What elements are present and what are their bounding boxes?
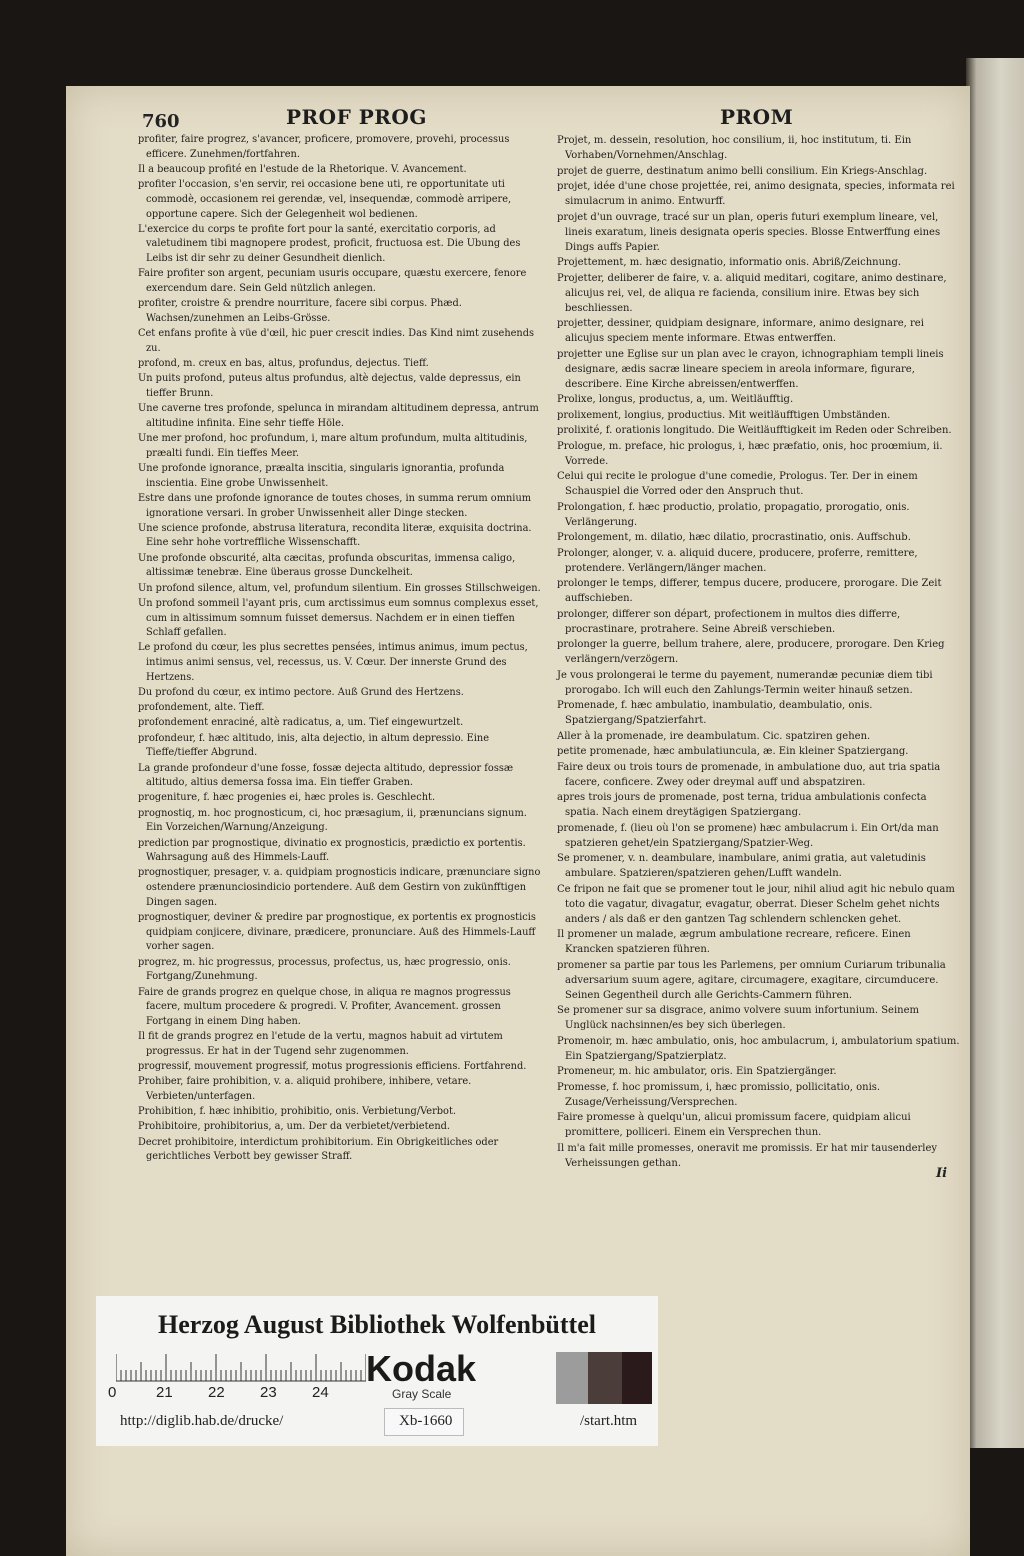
dictionary-entry: Promenade, f. hæc ambulatio, inambulatio, deambulatio, onis. Spatziergang/Spatzierfahrt. xyxy=(557,700,873,726)
dictionary-entry: progressif, mouvement progressif, motus progressionis efficiens. Fortfahrend. xyxy=(138,1061,527,1073)
page-edge xyxy=(966,58,1024,1448)
dictionary-entry: prolonger, differer son départ, profectionem in multos dies differre, procrastinare, protrahere. Seine Abreiß verschieben. xyxy=(557,608,901,635)
dictionary-entry: projet d'un ouvrage, tracé sur un plan, operis futuri exemplum lineare, vel, lineis exaratum, lineis designata operis species. Blosse Entwerffung eines Dings auffs Papier. xyxy=(557,211,941,253)
dictionary-entry: Je vous prolongerai le terme du payement, numerandæ pecuniæ diem tibi prorogabo. Ich will euch den Zahlungs-Termin weiter hinauß setzen. xyxy=(557,669,933,696)
dictionary-entry: petite promenade, hæc ambulatiuncula, æ. Ein kleiner Spatziergang. xyxy=(557,746,909,757)
dictionary-entry: progrez, m. hic progressus, processus, profectus, us, hæc progressio, onis. Fortgang/Zunehmung. xyxy=(138,956,511,983)
kodak-logo: Kodak xyxy=(366,1348,477,1389)
library-color-card xyxy=(96,1296,658,1446)
dictionary-entry: Prohibition, f. hæc inhibitio, prohibitio, onis. Verbietung/Verbot. xyxy=(138,1106,456,1118)
dictionary-entry: projet, idée d'une chose projettée, rei, animo designata, species, informata rei simulacrum in animo. Entwurff. xyxy=(557,181,955,207)
dictionary-entry: promener sa partie par tous les Parlemens, per omnium Curiarum tribunalia adversarium suum agere, agitare, circumagere, exagitare, circumducere. Seinen Gegentheil durch alle Gerichts-Cammern führen. xyxy=(557,959,946,1001)
dictionary-entry: Se promener sur sa disgrace, animo volvere suum infortunium. Seinem Unglück nachsinnen/es bey sich überlegen. xyxy=(557,1005,920,1031)
dictionary-entry: Se promener, v. n. deambulare, inambulare, animi gratia, aut valetudinis ambulare. Spatzieren/spatzieren gehen/Lufft wandeln. xyxy=(557,853,926,879)
dictionary-entry: projetter une Eglise sur un plan avec le crayon, ichnographiam templi lineis designare, ædis sacræ lineare speciem in areola informare, figurare, describere. Eine Kirche abreissen/entwerffen. xyxy=(557,348,944,390)
dictionary-entry: Il a beaucoup profité en l'estude de la Rhetorique. V. Avancement. xyxy=(138,163,467,175)
dictionary-entry: Projet, m. dessein, resolution, hoc consilium, ii, hoc institutum, ti. Ein Vorhaben/Vornehmen/Anschlag. xyxy=(557,135,912,161)
dictionary-entry: prolonger la guerre, bellum trahere, alere, producere, prorogare. Den Krieg verlängern/verzögern. xyxy=(557,639,945,665)
ruler-scale xyxy=(116,1354,366,1382)
dictionary-entry: Une profonde ignorance, præalta inscitia, singularis ignorantia, profunda inscientia. Eine grobe Unwissenheit. xyxy=(138,462,505,489)
gray-swatch-black xyxy=(622,1352,652,1404)
dictionary-entry: Prolongation, f. hæc productio, prolatio, propagatio, prorogatio, onis. Verlängerung. xyxy=(557,501,910,528)
dictionary-entry: prognostiquer, deviner & predire par prognostique, ex portentis ex prognosticis quidpiam conjicere, divinare, prædicere, pronunciare. Auß des Himmels-Lauff vorher sagen. xyxy=(138,912,536,953)
dictionary-entry: prognostiquer, presager, v. a. quidpiam prognosticis indicare, prænunciare signo ostendere prænunciosindicio portendere. Auß dem Gestirn von zukünfftigen Dingen sagen. xyxy=(138,867,541,908)
dictionary-entry: Le profond du cœur, les plus secrettes pensées, intimus animus, imum pectus, intimus animi sensus, vel, recessus, us. V. Cœur. Der innerste Grund des Hertzens. xyxy=(138,642,528,683)
dictionary-entry: Promesse, f. hoc promissum, i, hæc promissio, pollicitatio, onis. Zusage/Verheissung/Versprechen. xyxy=(557,1081,881,1108)
dictionary-entry: Prohibitoire, prohibitorius, a, um. Der da verbietet/verbietend. xyxy=(138,1121,451,1133)
ruler-number: 24 xyxy=(312,1384,329,1401)
dictionary-entry: prognostiq, m. hoc prognosticum, ci, hoc præsagium, ii, prænuncians signum. Ein Vorzeichen/Warnung/Anzeigung. xyxy=(138,807,527,834)
dictionary-entry: Il promener un malade, ægrum ambulatione recreare, reficere. Einen Krancken spatzieren führen. xyxy=(557,929,911,955)
dictionary-entry: profondeur, f. hæc altitudo, inis, alta dejectio, in altum depressio. Eine Tieffe/tieffer Abgrund. xyxy=(138,732,490,759)
library-url: http://diglib.hab.de/drucke/ xyxy=(120,1413,284,1429)
dictionary-entry: Une caverne tres profonde, spelunca in mirandam altitudinem depressa, antrum altitudine infinita. Eine sehr tieffe Höle. xyxy=(138,403,539,429)
dictionary-entry: Promenoir, m. hæc ambulatio, onis, hoc ambulacrum, i, ambulatorium spatium. Ein Spatziergang/Spatzierplatz. xyxy=(557,1035,960,1062)
dictionary-entry: Prolongement, m. dilatio, hæc dilatio, procrastinatio, onis. Auffschub. xyxy=(557,532,911,543)
dictionary-entry: Du profond du cœur, ex intimo pectore. Auß Grund des Hertzens. xyxy=(138,687,464,699)
dictionary-entry: Projettement, m. hæc designatio, informatio onis. Abriß/Zeichnung. xyxy=(557,257,902,268)
dictionary-entry: profiter l'occasion, s'en servir, rei occasione bene uti, re opportunitate uti commodè, occasionem rei gerendæ, vel, insequendæ, commodè arripere, opportune capere. Sich der Gelegenheit wol bedienen. xyxy=(138,179,512,220)
signature-mark: Ii xyxy=(936,1166,948,1181)
dictionary-entry: profiter, croistre & prendre nourriture, facere sibi corpus. Phæd. Wachsen/zunehmen an Leibs-Grösse. xyxy=(138,298,462,324)
right-column xyxy=(557,133,962,1171)
dictionary-entry: promenade, f. (lieu où l'on se promene) hæc ambulacrum i. Ein Ort/da man spatzieren gehet/ein Spatziergang/Spatzier-Weg. xyxy=(557,822,939,849)
ruler-number: 0 xyxy=(108,1384,117,1401)
running-head-left: PROF PROG xyxy=(286,105,427,129)
dictionary-entry: profond, m. creux en bas, altus, profundus, dejectus. Tieff. xyxy=(138,358,429,370)
dictionary-entry: Un profond sommeil l'ayant pris, cum arctissimus eum somnus complexus esset, cum in altissimum somnum fuisset demersus. Nachdem er in einen tieffen Schlaff gefallen. xyxy=(138,597,539,639)
page-number: 760 xyxy=(142,111,180,132)
dictionary-entry: Prohiber, faire prohibition, v. a. aliquid prohibere, inhibere, vetare. Verbieten/unterfagen. xyxy=(138,1076,472,1102)
dictionary-entry: Cet enfans profite à vüe d'œil, hic puer crescit indies. Das Kind nimt zusehends zu. xyxy=(138,328,535,354)
dictionary-entry: profiter, faire progrez, s'avancer, proficere, promovere, provehi, processus efficere. Zunehmen/fortfahren. xyxy=(138,134,510,160)
dictionary-entry: prolixité, f. orationis longitudo. Die Weitläufftigkeit im Reden oder Schreiben. xyxy=(557,425,952,436)
dictionary-entry: Faire promesse à quelqu'un, alicui promissum facere, quidpiam alicui promittere, polliceri. Einem ein Versprechen thun. xyxy=(557,1112,911,1138)
dictionary-entry: apres trois jours de promenade, post terna, tridua ambulationis confecta spatia. Nach einem dreytägigen Spatziergang. xyxy=(557,792,927,818)
dictionary-entry: Estre dans une profonde ignorance de toutes choses, in summa rerum omnium ignoratione versari. In grober Unwissenheit aller Dinge stecken. xyxy=(138,492,532,519)
dictionary-entry: Une science profonde, abstrusa literatura, recondita literæ, exquisita doctrina. Eine sehr hohe vortreffliche Wissenschafft. xyxy=(138,522,532,549)
dictionary-entry: Faire profiter son argent, pecuniam usuris occupare, quæstu exercere, fenore exercendum dare. Sein Geld nützlich anlegen. xyxy=(138,268,527,295)
dictionary-entry: profondement enraciné, altè radicatus, a, um. Tief eingewurtzelt. xyxy=(138,717,464,729)
dictionary-entry: prolonger le temps, differer, tempus ducere, producere, prorogare. Die Zeit auffschieben. xyxy=(557,578,942,604)
dictionary-entry: Faire de grands progrez en quelque chose, in aliqua re magnos progressus facere, multum procedere & progredi. V. Profiter, Avancement. grossen Fortgang in einem Ding haben. xyxy=(138,986,511,1027)
library-title: Herzog August Bibliothek Wolfenbüttel xyxy=(158,1310,596,1339)
dictionary-entry: Prolonger, alonger, v. a. aliquid ducere, producere, proferre, remittere, protendere. Verlängern/länger machen. xyxy=(557,547,918,574)
dictionary-entry: Un puits profond, puteus altus profundus, altè dejectus, valde depressus, ein tieffer Brunn. xyxy=(138,373,521,399)
dictionary-entry: Aller à la promenade, ire deambulatum. Cic. spatziren gehen. xyxy=(557,730,871,742)
shelfmark: Xb-1660 xyxy=(399,1413,453,1429)
dictionary-entry: Il fit de grands progrez en l'etude de la vertu, magnos habuit ad virtutem progressus. Er hat in der Tugend sehr zugenommen. xyxy=(138,1031,503,1057)
dictionary-entry: Prolixe, longus, productus, a, um. Weitläufftig. xyxy=(557,394,794,405)
dictionary-entry: La grande profondeur d'une fosse, fossæ dejecta altitudo, depressior fossæ altitudo, altius demersa fossa ima. Ein tieffer Graben. xyxy=(138,762,514,789)
dictionary-entry: Promeneur, m. hic ambulator, oris. Ein Spatziergänger. xyxy=(557,1066,837,1077)
gray-scale-label: Gray Scale xyxy=(392,1387,452,1401)
dictionary-entry: Projetter, deliberer de faire, v. a. aliquid meditari, cogitare, animo destinare, alicujus rei, vel, de aliqua re facienda, consilium inire. Etwas bey sich beschliessen. xyxy=(557,272,947,314)
dictionary-entry: Une profonde obscurité, alta cæcitas, profunda obscuritas, immensa caligo, altissimæ tenebræ. Eine überaus grosse Dunckelheit. xyxy=(138,552,516,579)
dictionary-entry: Une mer profond, hoc profundum, i, mare altum profundum, multa altitudinis, præalti fundi. Ein tieffes Meer. xyxy=(138,433,528,459)
dictionary-entry: Ce fripon ne fait que se promener tout le jour, nihil aliud agit hic nebulo quam toto die vagatur, divagatur, evagatur, oberrat. Dieser Schelm gehet nichts anders / als daß er den gantzen Tag schlendern schlencken gehet. xyxy=(557,883,955,925)
dictionary-entry: Decret prohibitoire, interdictum prohibitorium. Ein Obrigkeitliches oder gerichtliches Verbott bey gewisser Straff. xyxy=(138,1136,499,1163)
dictionary-entry: profondement, alte. Tieff. xyxy=(138,702,265,714)
dictionary-entry: progeniture, f. hæc progenies ei, hæc proles is. Geschlecht. xyxy=(138,792,436,804)
dictionary-entry: Prologue, m. preface, hic prologus, i, hæc præfatio, onis, hoc proœmium, ii. Vorrede. xyxy=(557,440,943,467)
ruler-number: 22 xyxy=(208,1384,225,1401)
ruler-number: 21 xyxy=(156,1384,173,1401)
dictionary-entry: Faire deux ou trois tours de promenade, in ambulatione duo, aut tria spatia facere, conficere. Zwey oder dreymal auff und abspatziren. xyxy=(557,761,941,788)
gray-swatch-dark xyxy=(588,1352,622,1404)
library-url-suffix: /start.htm xyxy=(580,1413,638,1429)
dictionary-entry: projetter, dessiner, quidpiam designare, informare, animo designare, rei alicujus speciem mente informare. Etwas entwerffen. xyxy=(557,318,924,344)
dictionary-entry: prolixement, longius, productius. Mit weitläufftigen Umbständen. xyxy=(557,409,891,421)
gray-swatch-light xyxy=(556,1352,588,1404)
dictionary-entry: prediction par prognostique, divinatio ex prognosticis, prædictio ex portentis. Wahrsagung auß des Himmels-Lauff. xyxy=(138,837,526,864)
left-column xyxy=(138,133,543,1166)
dictionary-entry: Il m'a fait mille promesses, oneravit me promissis. Er hat mir tausenderley Verheissungen gethan. xyxy=(557,1142,938,1169)
dictionary-entry: projet de guerre, destinatum animo belli consilium. Ein Kriegs-Anschlag. xyxy=(557,165,928,177)
dictionary-entry: L'exercice du corps te profite fort pour la santé, exercitatio corporis, ad valetudinem tibi magnopere prodest, proficit, fructuosa est. Die Ubung des Leibs ist dir sehr zu deiner Gesundheit dienlich. xyxy=(138,223,521,265)
running-head-right: PROM xyxy=(720,105,794,129)
dictionary-entry: Celui qui recite le prologue d'une comedie, Prologus. Ter. Der in einem Schauspiel die Vorred oder den Anspruch thut. xyxy=(557,471,918,497)
dictionary-entry: Un profond silence, altum, vel, profundum silentium. Ein grosses Stillschweigen. xyxy=(138,582,541,594)
ruler-number: 23 xyxy=(260,1384,277,1401)
